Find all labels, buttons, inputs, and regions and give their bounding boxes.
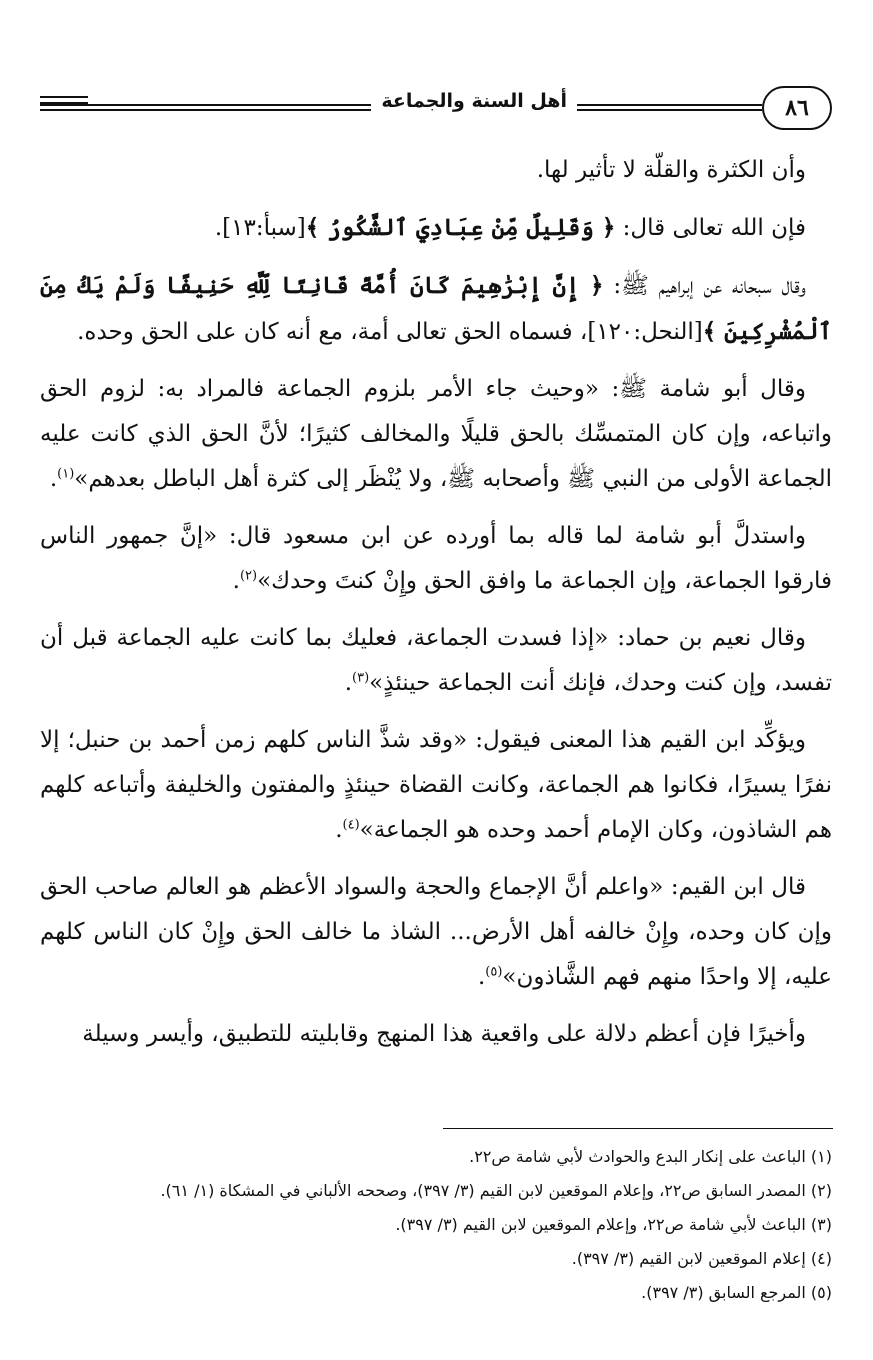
paragraph-text: وأخيرًا فإن أعظم دلالة على واقعية هذا المنهج وقابليته للتطبيق، وأيسر وسيلة bbox=[82, 1021, 806, 1047]
paragraph-text: . bbox=[344, 670, 353, 696]
page-number: ٨٦ bbox=[762, 86, 832, 130]
paragraph bbox=[40, 1012, 832, 1057]
paragraph bbox=[40, 616, 832, 706]
paragraph bbox=[40, 718, 832, 853]
paragraph-text: [سبأ:١٣]. bbox=[214, 215, 306, 241]
footnote: (٢) المصدر السابق ص٢٢، وإعلام الموقعين لابن القيم (٣/ ٣٩٧)، وصححه الألباني في المشكاة (١/ ٦١). bbox=[160, 1181, 832, 1200]
footnote: (٤) إعلام الموقعين لابن القيم (٣/ ٣٩٧). bbox=[571, 1249, 832, 1268]
footnote-ref: (٣) bbox=[352, 670, 370, 686]
paragraph-text: وأن الكثرة والقلّة لا تأثير لها. bbox=[536, 157, 806, 183]
paragraph-text: ويؤكِّد ابن القيم هذا المعنى فيقول: «وقد شذَّ الناس كلهم زمن أحمد بن حنبل؛ إلا نفرًا يسيرًا، فكانوا هم الجماعة، وكانت القضاة حينئذٍ والمفتون والخليفة وأتباعه كلهم هم الشاذون، وكان الإمام أحمد وحده هو الجماعة» bbox=[40, 727, 832, 843]
header-left-rule bbox=[40, 96, 88, 104]
footnote: (٣) الباعث لأبي شامة ص٢٢، وإعلام الموقعين لابن القيم (٣/ ٣٩٧). bbox=[395, 1215, 832, 1234]
paragraph bbox=[40, 865, 832, 1000]
paragraph-text: وقال سبحانه عن إبراهيم ﷺ: bbox=[603, 273, 807, 299]
page-header bbox=[40, 86, 832, 136]
footnote-separator bbox=[443, 1128, 833, 1129]
footnote-ref: (٢) bbox=[239, 568, 258, 584]
paragraph-text: . bbox=[232, 568, 240, 594]
paragraph-text: . bbox=[49, 466, 58, 492]
paragraph-text: قال ابن القيم: «واعلم أنَّ الإجماع والحجة والسواد الأعظم هو العالم صاحب الحق وإن كان وحده، وإِنْ خالفه أهل الأرض... الشاذ ما خالف الحق وإِنْ كان الناس كلهم عليه، إلا واحدًا منهم فهم الشَّاذون» bbox=[40, 874, 832, 990]
paragraph bbox=[40, 514, 832, 604]
quran-verse: ﴿ وَقَلِيلٌ مِّنْ عِبَادِيَ ٱلشَّكُورُ ﴾ bbox=[305, 214, 616, 241]
paragraph-text: [النحل:١٢٠]، فسماه الحق تعالى أمة، مع أنه كان على الحق وحده. bbox=[77, 319, 703, 345]
main-text bbox=[40, 148, 832, 1069]
paragraph bbox=[40, 367, 832, 502]
paragraph-text: فإن الله تعالى قال: bbox=[615, 215, 806, 241]
footnote-ref: (٤) bbox=[342, 817, 360, 833]
footnote-ref: (١) bbox=[57, 466, 75, 482]
footnote: (٥) المرجع السابق (٣/ ٣٩٧). bbox=[641, 1283, 832, 1302]
paragraph bbox=[40, 205, 832, 251]
footnote-ref: (٥) bbox=[485, 964, 503, 980]
paragraph-text: واستدلَّ أبو شامة لما قاله بما أورده عن ابن مسعود قال: «إنَّ جمهور الناس فارقوا الجماعة، وإن الجماعة ما وافق الحق وإِنْ كنتَ وحدك» bbox=[40, 523, 832, 594]
paragraph-text: وقال أبو شامة ﷺ: «وحيث جاء الأمر بلزوم الجماعة فالمراد به: لزوم الحق واتباعه، وإن كان المتمسِّك بالحق قليلًا والمخالف كثيرًا؛ لأنَّ الحق الذي كانت عليه الجماعة الأولى من النبي ﷺ وأصحابه ﷺ، ولا يُنْظَر إلى كثرة أهل الباطل بعدهم» bbox=[40, 376, 832, 492]
paragraph-text: . bbox=[335, 817, 343, 843]
paragraph-text: . bbox=[477, 964, 486, 990]
paragraph-text: وقال نعيم بن حماد: «إذا فسدت الجماعة، فعليك بما كانت عليه الجماعة قبل أن تفسد، وإن كنت وحدك، فإنك أنت الجماعة حينئذٍ» bbox=[40, 625, 832, 696]
paragraph bbox=[40, 263, 832, 355]
paragraph bbox=[40, 148, 832, 193]
quran-verse: ﴿ إِنَّ إِبْرَٰهِيمَ كَانَ أُمَّةً قَانِتًا لِّلَّهِ حَنِيفًا وَلَمْ يَكُ مِنَ ٱلْمُشْرِكِينَ ﴾ bbox=[40, 272, 832, 345]
footnotes bbox=[40, 1140, 832, 1310]
running-title: أهل السنة والجماعة bbox=[371, 90, 577, 112]
footnote: (١) الباعث على إنكار البدع والحوادث لأبي شامة ص٢٢. bbox=[469, 1147, 832, 1166]
